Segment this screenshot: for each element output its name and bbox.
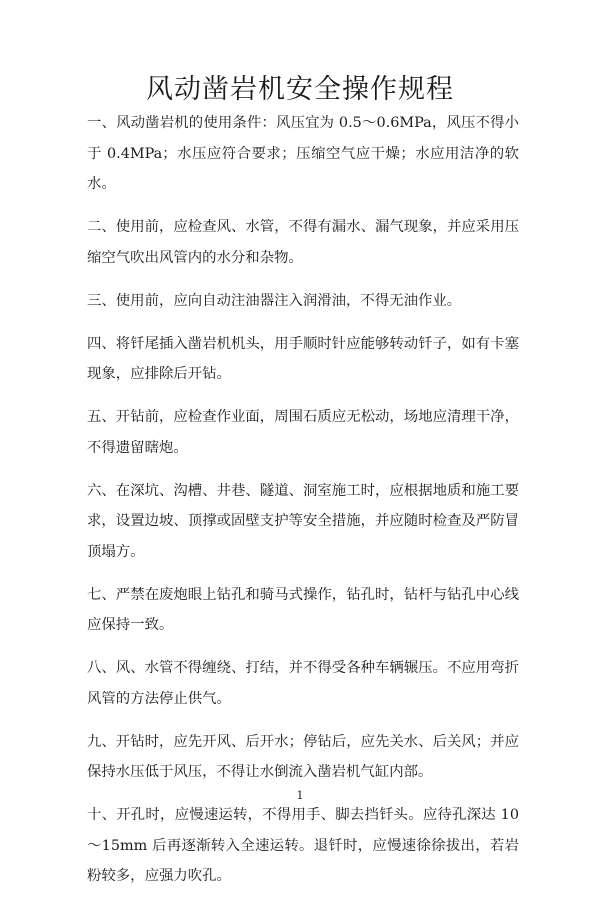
paragraph-9: 九、开钻时，应先开风、后开水；停钻后，应先关水、后关风；并应保持水压低于风压，不得让水倒流入凿岩机气缸内部。 xyxy=(87,733,519,780)
paragraph-10: 十、开孔时，应慢速运转，不得用手、脚去挡钎头。应待孔深达 10～15mm 后再逐渐转入全速运转。退钎时，应慢速徐徐拔出，若岩粉较多，应强力吹孔。 xyxy=(87,807,519,884)
page-number: 1 xyxy=(296,789,304,802)
paragraph-7: 七、严禁在废炮眼上钻孔和骑马式操作，钻孔时，钻杆与钻孔中心线应保持一致。 xyxy=(87,586,519,633)
document-body xyxy=(87,108,519,904)
paragraph-1: 一、风动凿岩机的使用条件：风压宜为 0.5～0.6MPa，风压不得小于 0.4MPa；水压应符合要求；压缩空气应干燥；水应用洁净的软水。 xyxy=(87,115,519,192)
paragraph-2: 二、使用前，应检查风、水管，不得有漏水、漏气现象，并应采用压缩空气吹出风管内的水分和杂物。 xyxy=(87,219,519,266)
paragraph-6: 六、在深坑、沟槽、井巷、隧道、洞室施工时，应根据地质和施工要求，设置边坡、顶撑或固壁支护等安全措施，并应随时检查及严防冒顶塌方。 xyxy=(87,482,519,560)
paragraph-3: 三、使用前，应向自动注油器注入润滑油，不得无油作业。 xyxy=(87,292,462,309)
paragraph-8: 八、风、水管不得缠绕、打结，并不得受各种车辆辗压。不应用弯折风管的方法停止供气。 xyxy=(87,660,519,707)
paragraph-4: 四、将钎尾插入凿岩机机头，用手顺时针应能够转动钎子，如有卡塞现象，应排除后开钻。 xyxy=(87,335,519,382)
paragraph-5: 五、开钻前，应检查作业面，周围石质应无松动，场地应清理干净，不得遗留瞎炮。 xyxy=(87,409,519,456)
document-title: 风动凿岩机安全操作规程 xyxy=(146,74,454,105)
